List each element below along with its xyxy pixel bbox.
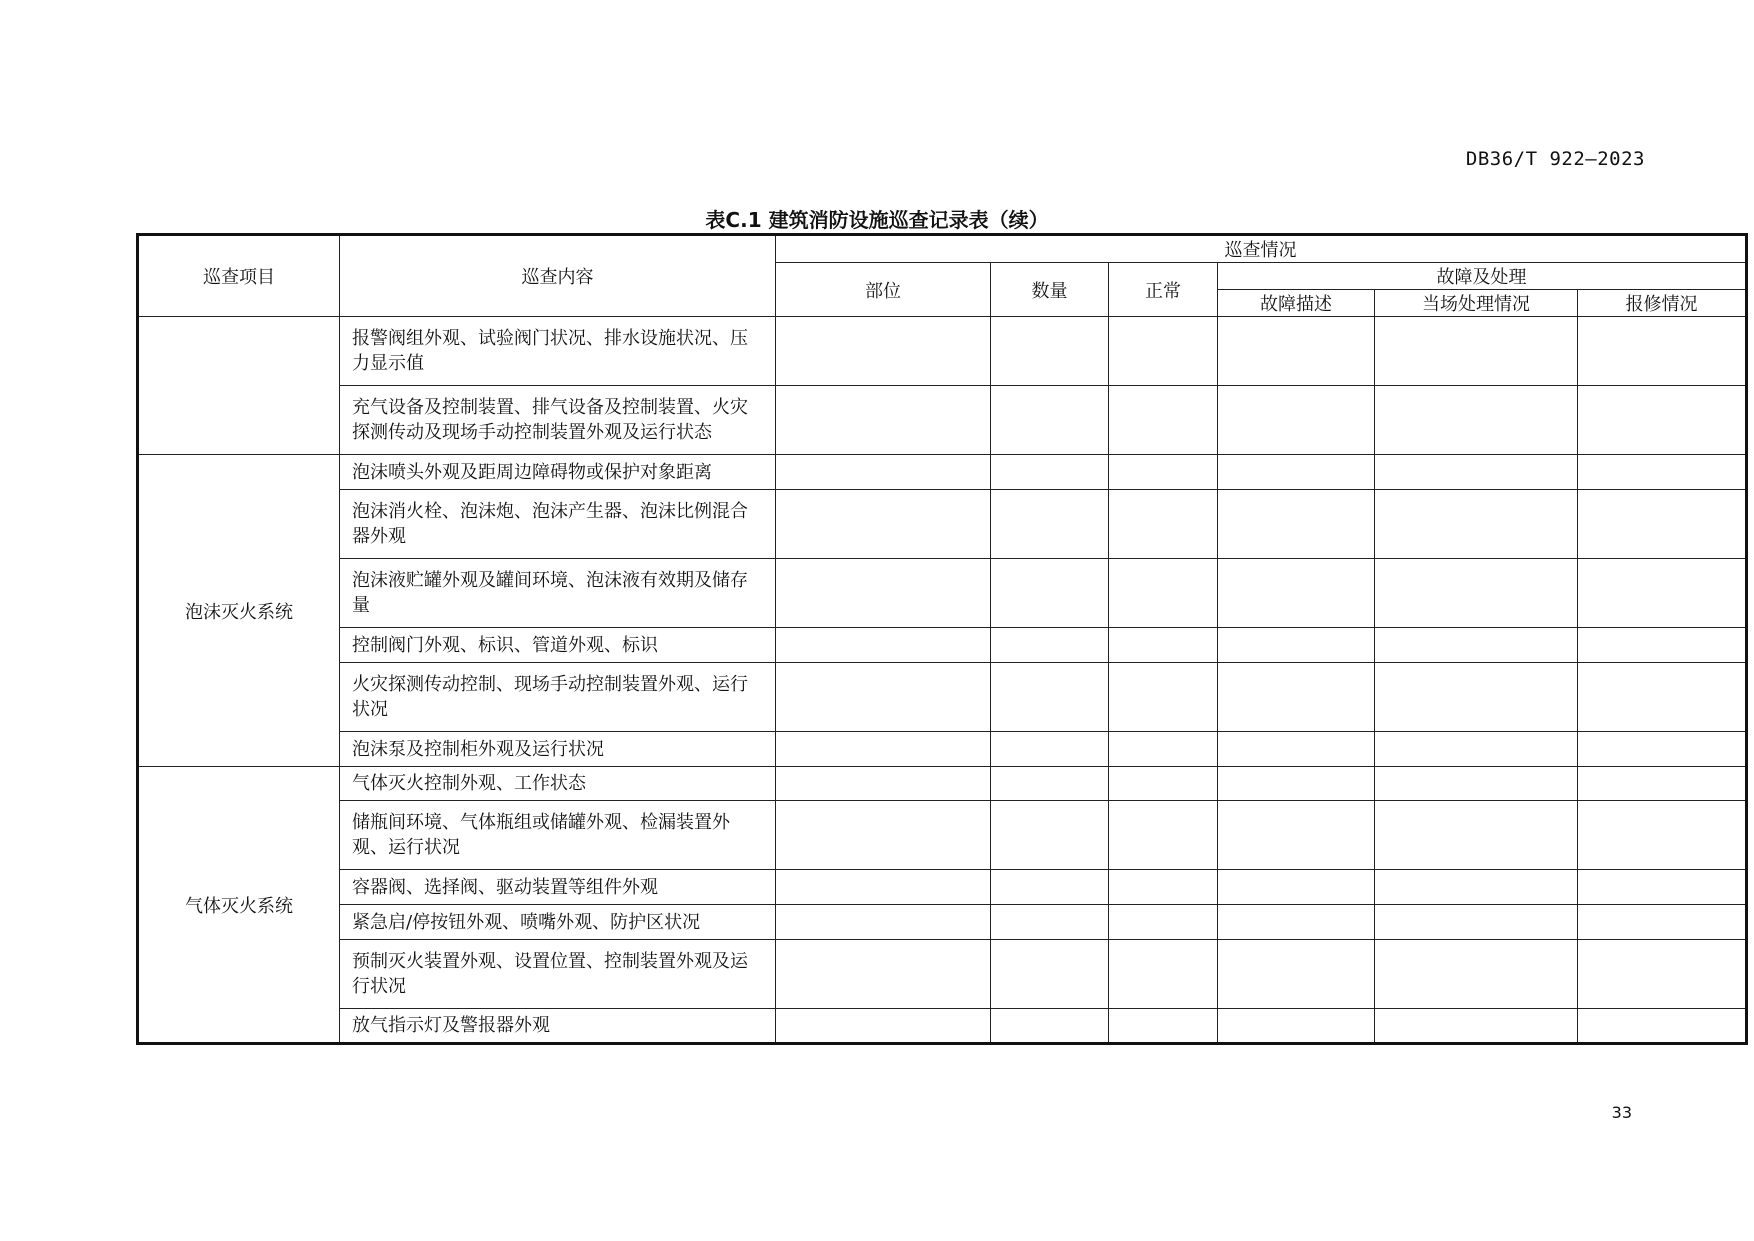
onsite-handling-cell[interactable]: [1375, 767, 1578, 801]
normal-cell[interactable]: [1109, 1009, 1218, 1044]
table-row: [138, 455, 1747, 490]
quantity-cell[interactable]: [991, 940, 1109, 1009]
quantity-cell[interactable]: [991, 455, 1109, 490]
table-row: [138, 317, 1747, 386]
patrol-content-cell: 容器阀、选择阀、驱动装置等组件外观: [340, 870, 776, 905]
location-cell[interactable]: [776, 767, 991, 801]
table-row: [138, 905, 1747, 940]
fault-description-cell[interactable]: [1218, 386, 1375, 455]
onsite-handling-cell[interactable]: [1375, 1009, 1578, 1044]
patrol-record-table: [136, 233, 1748, 1045]
repair-status-cell[interactable]: [1578, 663, 1747, 732]
fault-description-cell[interactable]: [1218, 767, 1375, 801]
repair-status-cell[interactable]: [1578, 628, 1747, 663]
table-row: [138, 559, 1747, 628]
table-title: 表C.1 建筑消防设施巡查记录表（续）: [705, 208, 1049, 232]
onsite-handling-cell[interactable]: [1375, 732, 1578, 767]
header-onsite-handling: 当场处理情况: [1375, 290, 1578, 317]
table-row: [138, 386, 1747, 455]
fault-description-cell[interactable]: [1218, 732, 1375, 767]
onsite-handling-cell[interactable]: [1375, 628, 1578, 663]
quantity-cell[interactable]: [991, 386, 1109, 455]
header-patrol-situation: 巡查情况: [776, 235, 1747, 263]
quantity-cell[interactable]: [991, 490, 1109, 559]
table-row: [138, 1009, 1747, 1044]
onsite-handling-cell[interactable]: [1375, 455, 1578, 490]
normal-cell[interactable]: [1109, 628, 1218, 663]
repair-status-cell[interactable]: [1578, 767, 1747, 801]
onsite-handling-cell[interactable]: [1375, 317, 1578, 386]
quantity-cell[interactable]: [991, 317, 1109, 386]
quantity-cell[interactable]: [991, 801, 1109, 870]
location-cell[interactable]: [776, 559, 991, 628]
normal-cell[interactable]: [1109, 663, 1218, 732]
normal-cell[interactable]: [1109, 767, 1218, 801]
patrol-content-cell: 控制阀门外观、标识、管道外观、标识: [340, 628, 776, 663]
repair-status-cell[interactable]: [1578, 455, 1747, 490]
patrol-content-cell: 预制灭火装置外观、设置位置、控制装置外观及运行状况: [340, 940, 776, 1009]
fault-description-cell[interactable]: [1218, 870, 1375, 905]
onsite-handling-cell[interactable]: [1375, 940, 1578, 1009]
quantity-cell[interactable]: [991, 663, 1109, 732]
location-cell[interactable]: [776, 663, 991, 732]
repair-status-cell[interactable]: [1578, 490, 1747, 559]
patrol-content-cell: 紧急启/停按钮外观、喷嘴外观、防护区状况: [340, 905, 776, 940]
patrol-content-cell: 报警阀组外观、试验阀门状况、排水设施状况、压力显示值: [340, 317, 776, 386]
repair-status-cell[interactable]: [1578, 559, 1747, 628]
group-label-foam-system: 泡沫灭火系统: [138, 455, 340, 767]
location-cell[interactable]: [776, 455, 991, 490]
location-cell[interactable]: [776, 905, 991, 940]
group-label-gas-system: 气体灭火系统: [138, 767, 340, 1044]
quantity-cell[interactable]: [991, 767, 1109, 801]
onsite-handling-cell[interactable]: [1375, 386, 1578, 455]
normal-cell[interactable]: [1109, 870, 1218, 905]
normal-cell[interactable]: [1109, 732, 1218, 767]
fault-description-cell[interactable]: [1218, 559, 1375, 628]
patrol-content-cell: 泡沫消火栓、泡沫炮、泡沫产生器、泡沫比例混合器外观: [340, 490, 776, 559]
normal-cell[interactable]: [1109, 801, 1218, 870]
quantity-cell[interactable]: [991, 732, 1109, 767]
header-fault-handling: 故障及处理: [1218, 263, 1747, 290]
fault-description-cell[interactable]: [1218, 317, 1375, 386]
group-label-continued: [138, 317, 340, 455]
header-repair-status: 报修情况: [1578, 290, 1747, 317]
patrol-content-cell: 火灾探测传动控制、现场手动控制装置外观、运行状况: [340, 663, 776, 732]
quantity-cell[interactable]: [991, 1009, 1109, 1044]
onsite-handling-cell[interactable]: [1375, 663, 1578, 732]
quantity-cell[interactable]: [991, 870, 1109, 905]
fault-description-cell[interactable]: [1218, 801, 1375, 870]
fault-description-cell[interactable]: [1218, 940, 1375, 1009]
repair-status-cell[interactable]: [1578, 905, 1747, 940]
repair-status-cell[interactable]: [1578, 870, 1747, 905]
fault-description-cell[interactable]: [1218, 663, 1375, 732]
header-patrol-item: 巡查项目: [138, 235, 340, 317]
table-row: [138, 801, 1747, 870]
header-fault-description: 故障描述: [1218, 290, 1375, 317]
table-row: [138, 490, 1747, 559]
quantity-cell[interactable]: [991, 559, 1109, 628]
location-cell[interactable]: [776, 317, 991, 386]
normal-cell[interactable]: [1109, 386, 1218, 455]
normal-cell[interactable]: [1109, 317, 1218, 386]
location-cell[interactable]: [776, 940, 991, 1009]
patrol-content-cell: 泡沫喷头外观及距周边障碍物或保护对象距离: [340, 455, 776, 490]
table-row: [138, 628, 1747, 663]
location-cell[interactable]: [776, 801, 991, 870]
onsite-handling-cell[interactable]: [1375, 905, 1578, 940]
patrol-content-cell: 放气指示灯及警报器外观: [340, 1009, 776, 1044]
repair-status-cell[interactable]: [1578, 801, 1747, 870]
quantity-cell[interactable]: [991, 628, 1109, 663]
fault-description-cell[interactable]: [1218, 490, 1375, 559]
document-code: DB36/T 922—2023: [1465, 148, 1645, 170]
table-row: [138, 870, 1747, 905]
fault-description-cell[interactable]: [1218, 628, 1375, 663]
location-cell[interactable]: [776, 490, 991, 559]
onsite-handling-cell[interactable]: [1375, 490, 1578, 559]
onsite-handling-cell[interactable]: [1375, 801, 1578, 870]
fault-description-cell[interactable]: [1218, 455, 1375, 490]
fault-description-cell[interactable]: [1218, 905, 1375, 940]
table-row: [138, 767, 1747, 801]
page-number: 33: [1611, 1103, 1632, 1122]
location-cell[interactable]: [776, 732, 991, 767]
repair-status-cell[interactable]: [1578, 732, 1747, 767]
location-cell[interactable]: [776, 386, 991, 455]
normal-cell[interactable]: [1109, 905, 1218, 940]
table-row: [138, 732, 1747, 767]
repair-status-cell[interactable]: [1578, 317, 1747, 386]
onsite-handling-cell[interactable]: [1375, 870, 1578, 905]
patrol-content-cell: 泡沫液贮罐外观及罐间环境、泡沫液有效期及储存量: [340, 559, 776, 628]
table-row: [138, 663, 1747, 732]
patrol-content-cell: 充气设备及控制装置、排气设备及控制装置、火灾探测传动及现场手动控制装置外观及运行状态: [340, 386, 776, 455]
onsite-handling-cell[interactable]: [1375, 559, 1578, 628]
header-location: 部位: [776, 263, 991, 317]
repair-status-cell[interactable]: [1578, 386, 1747, 455]
normal-cell[interactable]: [1109, 559, 1218, 628]
location-cell[interactable]: [776, 1009, 991, 1044]
normal-cell[interactable]: [1109, 940, 1218, 1009]
fault-description-cell[interactable]: [1218, 1009, 1375, 1044]
header-patrol-content: 巡查内容: [340, 235, 776, 317]
header-quantity: 数量: [991, 263, 1109, 317]
patrol-content-cell: 储瓶间环境、气体瓶组或储罐外观、检漏装置外观、运行状况: [340, 801, 776, 870]
quantity-cell[interactable]: [991, 905, 1109, 940]
normal-cell[interactable]: [1109, 455, 1218, 490]
patrol-content-cell: 泡沫泵及控制柜外观及运行状况: [340, 732, 776, 767]
location-cell[interactable]: [776, 628, 991, 663]
header-normal: 正常: [1109, 263, 1218, 317]
location-cell[interactable]: [776, 870, 991, 905]
patrol-content-cell: 气体灭火控制外观、工作状态: [340, 767, 776, 801]
repair-status-cell[interactable]: [1578, 940, 1747, 1009]
table-row: [138, 940, 1747, 1009]
normal-cell[interactable]: [1109, 490, 1218, 559]
repair-status-cell[interactable]: [1578, 1009, 1747, 1044]
